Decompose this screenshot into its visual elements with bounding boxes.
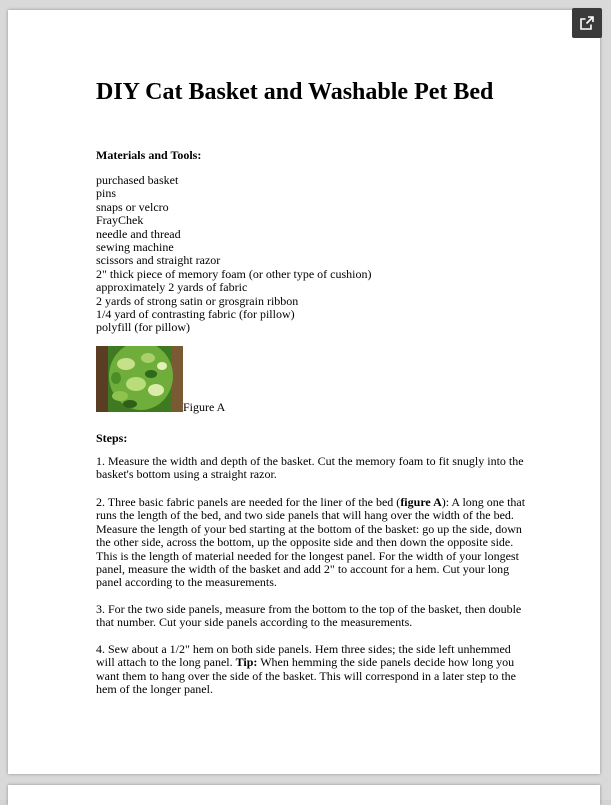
materials-list bbox=[96, 174, 371, 335]
document-page bbox=[8, 10, 600, 774]
materials-heading: Materials and Tools: bbox=[96, 148, 202, 162]
list-item: polyfill (for pillow) bbox=[96, 320, 190, 335]
list-item: pins bbox=[96, 186, 117, 201]
popout-button[interactable] bbox=[572, 8, 602, 38]
step-2 bbox=[96, 496, 526, 590]
list-item: FrayChek bbox=[96, 213, 144, 228]
list-item: sewing machine bbox=[96, 240, 174, 255]
page-title: DIY Cat Basket and Washable Pet Bed bbox=[96, 79, 494, 105]
list-item: purchased basket bbox=[96, 173, 179, 187]
list-item: 2" thick piece of memory foam (or other type of cushion) bbox=[96, 266, 372, 281]
list-item: 1/4 yard of contrasting fabric (for pillow) bbox=[96, 307, 295, 322]
step-2-text: 2. Three basic fabric panels are needed for the liner of the bed ( bbox=[96, 495, 401, 509]
list-item: scissors and straight razor bbox=[96, 253, 221, 268]
figure-a-photo bbox=[96, 346, 183, 412]
figure-a-label: Figure A bbox=[183, 400, 226, 414]
list-item: approximately 2 yards of fabric bbox=[96, 280, 248, 295]
figure-a-reference: figure A bbox=[400, 495, 442, 509]
list-item: snaps or velcro bbox=[96, 199, 169, 214]
step-4 bbox=[96, 643, 526, 697]
step-3: 3. For the two side panels, measure from the bottom to the top of the basket, then double that number. Cut your side panels according to the measurements. bbox=[96, 602, 522, 630]
figure-a bbox=[96, 346, 225, 412]
list-item: needle and thread bbox=[96, 226, 181, 241]
open-in-new-icon bbox=[579, 15, 595, 31]
step-2-text-cont: ): A long one that runs the length of the bed, and two side panels that will hang over the width of the bed. Measure the length of your bed starting at the bottom of the basket: go up the side, down the other side, across the bottom, up the opposite side and then down the opposite side. This is the length of material needed for the longest panel. For the width of your longest panel, measure the width of the basket and add 2" to account for a hem. Cut your long panel according to the measurements. bbox=[96, 495, 526, 590]
step-4-text: 4. Sew about a 1/2" hem on both side panels. Hem three sides; the side left unhemmed will attach to the long panel. bbox=[96, 642, 511, 670]
tip-label: Tip: bbox=[235, 655, 258, 670]
next-page-edge bbox=[8, 785, 600, 805]
step-1: 1. Measure the width and depth of the basket. Cut the memory foam to fit snugly into the basket's bottom using a straight razor. bbox=[96, 454, 524, 482]
steps-heading: Steps: bbox=[96, 431, 128, 445]
step-4-text-cont: When hemming the side panels decide how long you want them to hang over the side of the basket. This will correspond in a later step to the hem of the longer panel. bbox=[96, 655, 517, 697]
list-item: 2 yards of strong satin or grosgrain ribbon bbox=[96, 293, 299, 308]
